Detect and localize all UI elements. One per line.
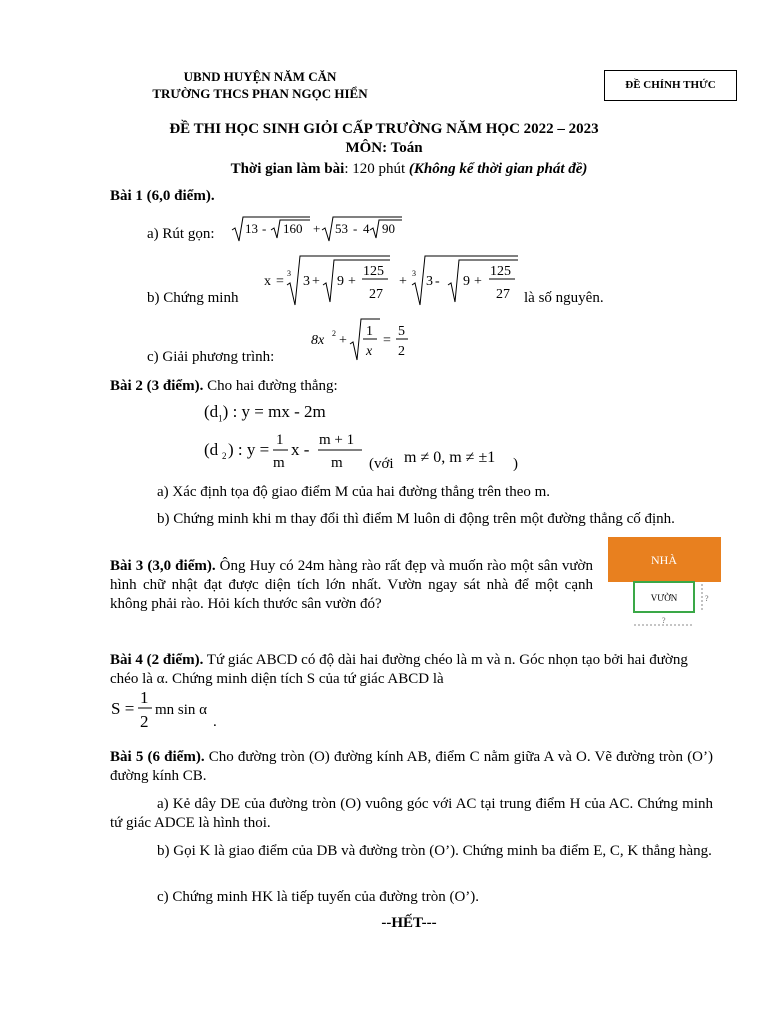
- a-num-90: 90: [382, 221, 395, 236]
- bai5-b: b) Gọi K là giao điểm của DB và đường tròn (O’). Chứng minh ba điểm E, C, K thẳng hàng.: [157, 843, 712, 859]
- c-8x: 8x: [311, 333, 325, 348]
- bai2-heading: Bài 2 (3 điểm).: [110, 378, 204, 394]
- d2-frac2-den: m: [331, 455, 343, 471]
- b-num-3b: 3: [426, 274, 433, 289]
- d2-frac1-den: m: [273, 455, 285, 471]
- exam-title: ĐỀ THI HỌC SINH GIỎI CẤP TRƯỜNG NĂM HỌC 2022 – 2023: [169, 121, 599, 137]
- b-frac-num-2: 125: [490, 264, 511, 279]
- b-frac-num: 125: [363, 264, 384, 279]
- b-x: x: [264, 274, 271, 289]
- time-label: Thời gian làm bài: [230, 161, 345, 177]
- time-note: (Không kể thời gian phát đề): [408, 161, 588, 177]
- time-value: : 120 phút: [344, 161, 409, 177]
- b-plus-2: +: [348, 274, 356, 289]
- bai5-heading: Bài 5 (6 điểm).: [110, 749, 205, 765]
- a-minus: -: [262, 221, 267, 236]
- d2-open: (d: [204, 440, 219, 459]
- a-num-160: 160: [283, 221, 303, 236]
- formula-rest: mn sin α: [155, 702, 208, 718]
- bai2-heading-line: [110, 377, 338, 396]
- end-marker: --HẾT---: [381, 915, 437, 931]
- formula-den: 2: [140, 712, 149, 731]
- bai3-heading: Bài 3 (3,0 điểm).: [110, 558, 216, 574]
- c-equals: =: [383, 333, 391, 348]
- c-frac-den: x: [366, 344, 373, 359]
- bai5-text: [110, 748, 713, 786]
- a-minus-2: -: [353, 221, 358, 236]
- garden-label: VƯỜN: [650, 593, 678, 603]
- c-rhs-den: 2: [398, 344, 405, 359]
- bai2-intro: Cho hai đường thẳng:: [203, 378, 338, 394]
- bai5-body: Cho đường tròn (O) đường kính AB, điểm C nằm giữa A và O. Vẽ đường tròn (O’) đường kính CB.: [110, 749, 714, 784]
- b-plus: +: [312, 274, 320, 289]
- d1-open: (d: [204, 402, 219, 421]
- bai1-heading: Bài 1 (6,0 điểm).: [110, 188, 215, 204]
- c-rhs-num: 5: [398, 324, 405, 339]
- bai1-c-label: c) Giải phương trình:: [147, 349, 275, 365]
- d2-subscript: 2: [222, 451, 227, 461]
- formula-s: S =: [111, 699, 135, 718]
- b-frac-den: 27: [369, 287, 383, 302]
- b-num-3: 3: [303, 274, 310, 289]
- bai1-a-expression: [230, 214, 410, 244]
- b-plus-4: +: [474, 274, 482, 289]
- bai5-c: c) Chứng minh HK là tiếp tuyến của đường tròn (O’).: [157, 889, 480, 905]
- b-cuberoot-index-1: 3: [287, 269, 291, 278]
- official-badge: ĐỀ CHÍNH THỨC: [604, 70, 737, 101]
- d2-lhs: ) : y =: [228, 440, 270, 459]
- bai1-c-expression: [308, 316, 418, 364]
- d2-frac1-num: 1: [276, 432, 284, 448]
- height-question: ?: [705, 594, 709, 603]
- bai5-a: a) Kẻ dây DE của đường tròn (O) vuông góc với AC tại trung điểm H của AC. Chứng minh tứ giác ADCE là hình thoi.: [110, 796, 713, 831]
- formula-dot: .: [213, 714, 217, 730]
- bai2-b: b) Chứng minh khi m thay đổi thì điểm M luôn di động trên một đường thẳng cố định.: [157, 511, 675, 527]
- bai4-body: Tứ giác ABCD có độ dài hai đường chéo là m và n. Góc nhọn tạo bởi hai đường chéo là α. Chứng minh diện tích S của tứ giác ABCD là: [110, 652, 688, 687]
- d2-condition-prefix: (với: [369, 456, 394, 472]
- d2-condition-suffix: ): [513, 456, 518, 472]
- line-d2: [200, 428, 380, 472]
- c-plus: +: [339, 333, 347, 348]
- a-num-4: 4: [363, 221, 370, 236]
- b-frac-den-2: 27: [496, 287, 510, 302]
- b-num-9: 9: [337, 274, 344, 289]
- d2-frac2-num: m + 1: [319, 432, 355, 448]
- formula-num: 1: [140, 688, 149, 707]
- school-name: TRƯỜNG THCS PHAN NGỌC HIỂN: [152, 86, 368, 101]
- width-question: ?: [662, 616, 666, 625]
- a-plus: +: [313, 221, 321, 236]
- b-plus-3: +: [399, 274, 407, 289]
- d1-subscript: 1: [218, 413, 223, 424]
- bai1-b-label: b) Chứng minh: [147, 290, 239, 306]
- time-line: [0, 160, 768, 179]
- bai4-text: [110, 651, 713, 689]
- bai1-b-expression: [260, 252, 525, 308]
- b-cuberoot-index-2: 3: [412, 269, 416, 278]
- a-num-53: 53: [335, 221, 348, 236]
- b-minus: -: [435, 274, 440, 289]
- c-exponent: 2: [332, 329, 336, 338]
- bai2-a: a) Xác định tọa độ giao điểm M của hai đường thẳng trên theo m.: [157, 484, 551, 500]
- b-equals: =: [276, 274, 284, 289]
- a-num-13: 13: [245, 221, 258, 236]
- d1-equation: ) : y = mx - 2m: [222, 402, 326, 421]
- house-label: NHÀ: [651, 553, 677, 567]
- department-name: UBND HUYỆN NĂM CĂN: [183, 69, 337, 84]
- bai3-text: [110, 557, 593, 614]
- bai4-formula: [108, 686, 228, 732]
- d2-x-minus: x -: [291, 440, 310, 459]
- c-frac-num: 1: [366, 324, 373, 339]
- bai1-a-label: a) Rút gọn:: [147, 226, 215, 242]
- bai4-heading: Bài 4 (2 điểm).: [110, 652, 204, 668]
- line-d1: [204, 402, 326, 423]
- subject-title: MÔN: Toán: [345, 140, 423, 156]
- garden-figure: [608, 537, 722, 631]
- bai3-body: Ông Huy có 24m hàng rào rất đẹp và muốn rào một sân vườn hình chữ nhật đạt được diện tích lớn nhất. Vườn ngay sát nhà để một cạnh không phải rào. Hỏi kích thước sân vườn đó?: [110, 558, 593, 612]
- d2-condition: m ≠ 0, m ≠ ±1: [404, 449, 496, 466]
- bai1-b-suffix: là số nguyên.: [524, 290, 604, 306]
- b-num-9b: 9: [463, 274, 470, 289]
